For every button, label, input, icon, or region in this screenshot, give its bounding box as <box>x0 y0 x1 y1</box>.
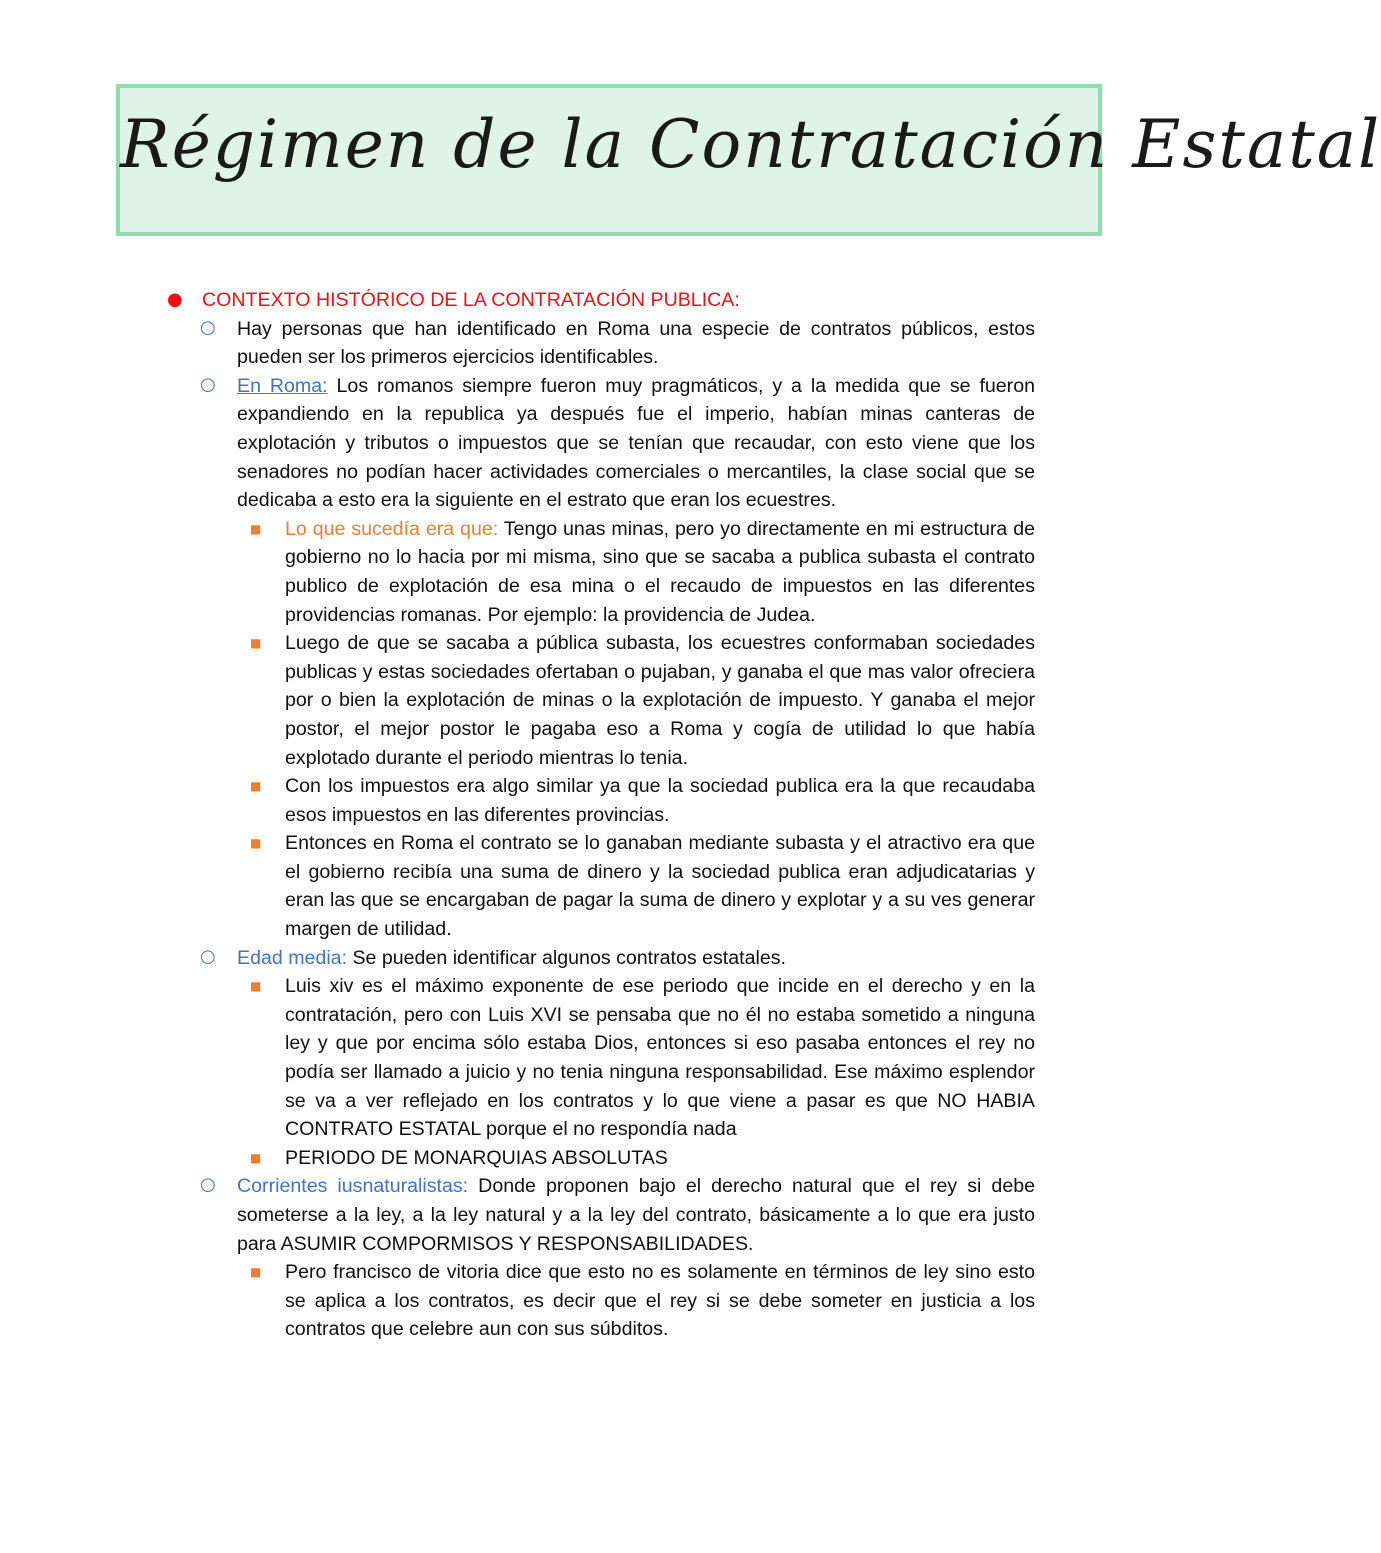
orange-square-bullet-icon: ■ <box>250 636 262 651</box>
section-heading: CONTEXTO HISTÓRICO DE LA CONTRATACIÓN PUBLICA: <box>202 289 740 311</box>
sub-list-item-text: Tengo unas minas, pero yo directamente en mi estructura de gobierno no lo hacia por mi misma, sino que se sacaba a publica subasta el contrato publico de explotación de esa mina o el recaudo de impuestos en las diferentes providencias romanas. Por ejemplo: la providencia de Judea. <box>285 517 1036 626</box>
sub-list-item-text: Pero francisco de vitoria dice que esto no es solamente en términos de ley sino esto se aplica a los contratos, es decir que el rey si se debe someter en justicia a los contratos que celebre aun con sus súbditos. <box>285 1261 1035 1341</box>
list-item <box>0 372 1200 515</box>
section-heading-row <box>0 286 1200 315</box>
sub-list-item <box>0 1258 1200 1344</box>
list-item-text: Se pueden identificar algunos contratos estatales. <box>347 946 786 969</box>
list-item <box>0 1172 1200 1258</box>
orange-square-bullet-icon: ■ <box>250 779 262 794</box>
sub-list-item-text: Entonces en Roma el contrato se lo ganaban mediante subasta y el atractivo era que el gobierno recibía una suma de dinero y la sociedad publica eran adjudicatarias y eran las que se encargaban de pagar la suma de dinero y explotar y a su ves generar margen de utilidad. <box>285 832 1035 941</box>
orange-square-bullet-icon: ■ <box>250 1265 262 1280</box>
list-item-text: Donde proponen bajo el derecho natural que el rey si debe someterse a la ley, a la ley natural y a la ley del contrato, básicamente a lo que era justo para ASUMIR COMPORMISOS Y RESPONSABILIDADES. <box>237 1175 1036 1255</box>
document-body <box>0 286 1200 1344</box>
sub-list-item <box>0 772 1200 829</box>
orange-square-bullet-icon: ■ <box>250 1150 262 1165</box>
sub-list-item-text: Luis xiv es el máximo exponente de ese periodo que incide en el derecho y en la contratación, pero con Luis XVI se pensaba que no él no estaba sometido a ninguna ley y que por encima sólo estaba Dios, entonces si eso pasaba entonces el rey no podía ser llamado a juicio y no tenia ninguna responsabilidad. Ese máximo esplendor se va a ver reflejado en los contratos y lo que viene a pasar es que NO HABIA CONTRATO ESTATAL porque el no respondía nada <box>285 975 1035 1141</box>
hollow-circle-bullet-icon: ○ <box>200 316 216 338</box>
orange-square-bullet-icon: ■ <box>250 836 262 851</box>
sub-list-item-label: Lo que sucedía era que: <box>285 517 499 540</box>
sub-list-item <box>0 1144 1200 1173</box>
hollow-circle-bullet-icon: ○ <box>200 1174 216 1196</box>
sub-list-item-text: Con los impuestos era algo similar ya que la sociedad publica era la que recaudaba esos impuestos en las diferentes provincias. <box>285 775 1035 826</box>
sub-list-item <box>0 515 1200 629</box>
sub-list-item-text: Luego de que se sacaba a pública subasta, los ecuestres conformaban sociedades publicas y estas sociedades ofertaban o pujaban, y ganaba el que mas valor ofreciera por o bien la explotación de minas o la explotación de impuesto. Y ganaba el mejor postor, el mejor postor le pagaba eso a Roma y cogía de utilidad lo que había explotado durante el periodo mientras lo tenia. <box>285 632 1035 769</box>
hollow-circle-bullet-icon: ○ <box>200 373 216 395</box>
orange-square-bullet-icon: ■ <box>250 979 262 994</box>
list-item-label: Corrientes iusnaturalistas: <box>237 1175 469 1198</box>
sub-list-item <box>0 829 1200 943</box>
title-banner <box>116 84 1381 236</box>
list-item <box>0 315 1200 372</box>
list-item-text: Hay personas que han identificado en Roma una especie de contratos públicos, estos pueden ser los primeros ejercicios identificables. <box>237 317 1035 369</box>
hollow-circle-bullet-icon: ○ <box>200 945 216 967</box>
list-item-label: Edad media: <box>237 946 348 969</box>
sub-list-item <box>0 972 1200 1144</box>
document-title: Régimen de la Contratación Estatal <box>120 106 1381 183</box>
filled-circle-bullet-icon: ● <box>167 289 183 310</box>
orange-square-bullet-icon: ■ <box>250 521 262 536</box>
list-item-text: Los romanos siempre fueron muy pragmáticos, y a la medida que se fueron expandiendo en la republica ya después fue el imperio, habían minas canteras de explotación y tributos o impuestos que se tenían que recaudar, con esto viene que los senadores no podían hacer actividades comerciales o mercantiles, la clase social que se dedicaba a esto era la siguiente en el estrato que eran los ecuestres. <box>237 374 1036 512</box>
sub-list-item <box>0 629 1200 772</box>
sub-list-item-text: PERIODO DE MONARQUIAS ABSOLUTAS <box>285 1146 668 1169</box>
list-item <box>0 944 1200 973</box>
list-item-label: En Roma: <box>237 374 328 397</box>
